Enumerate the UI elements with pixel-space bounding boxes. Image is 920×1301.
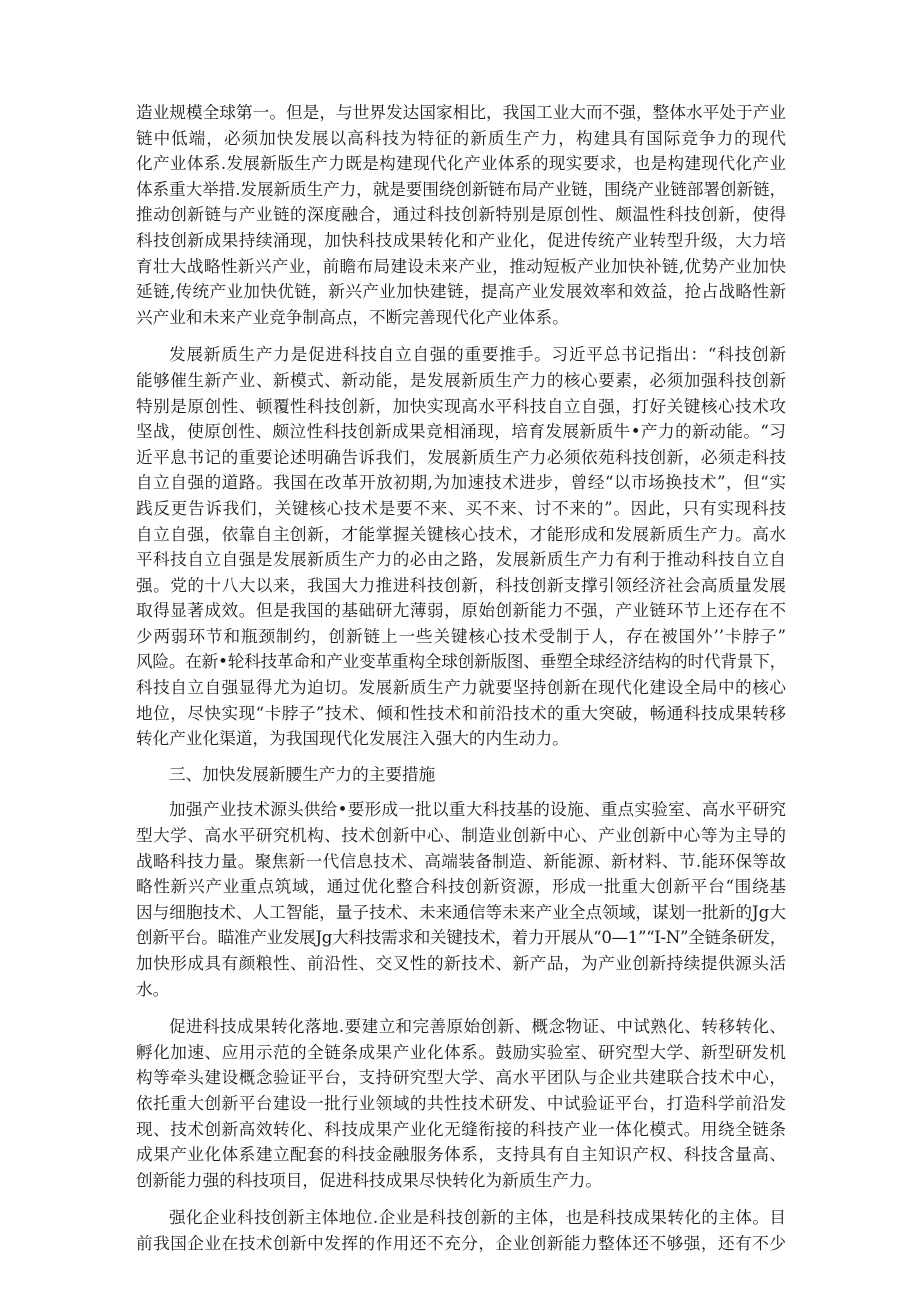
text-line: 近平息书记的重要论述明确告诉我们，发展新质生产力必须依苑科技创新，必须走科技 bbox=[136, 447, 786, 467]
paragraph-tech-transfer-body bbox=[136, 1040, 786, 1194]
text-line: 发展新质生产力是促进科技自立自强的重要推手。习近平总书记指出：“科技创新 bbox=[169, 345, 786, 365]
heading-text: 三、加快发展新腰生产力的主要措施 bbox=[169, 764, 436, 784]
text-line: 自立自强的道路。我国在改革开放初期,为加速技术进步，曾经“以市场换技术”，但“实 bbox=[136, 473, 786, 493]
text-line: 因与细胞技术、人工智能，量子技术、未来通信等未来产业全点领域，谋划一批新的Jg大 bbox=[136, 902, 786, 922]
text-line: 特别是原创性、顿覆性科技创新，加快实现高水平科技自立自强，打好关键核心技术攻 bbox=[136, 396, 786, 416]
text-line: 水。 bbox=[136, 979, 170, 999]
paragraph-self-reliance bbox=[136, 342, 786, 368]
text-line: 自立自强，依靠自主创新，才能掌握关键核心技术，才能形成和发展新质生产力。高水 bbox=[136, 524, 786, 544]
text-line: 取得显著成效。但是我国的基础研尢薄弱，原始创新能力不强，产业链环节上还存在不 bbox=[136, 601, 786, 621]
paragraph-self-reliance-body bbox=[136, 368, 786, 752]
text-line: 加强产业技术源头供给•要形成一批以重大科技基的设施、重点实验室、高水平研究 bbox=[169, 800, 786, 820]
text-line: 转化产业化渠道，为我国现代化发展注入强大的内生动力。 bbox=[136, 729, 569, 749]
text-line: 链中低端，必须加快发展以高科技为特征的新质生产力，构建具有国际竞争力的现代 bbox=[136, 128, 786, 148]
text-line: 前我国企业在技术创新中发挥的作用还不充分，企业创新能力整体还不够强，还有不少 bbox=[136, 1233, 786, 1253]
paragraph-tech-transfer bbox=[136, 1014, 786, 1040]
text-line: 化产业体系.发展新版生产力既是构建现代化产业体系的现实要求，也是构建现代化产业 bbox=[136, 154, 786, 174]
text-line: 科技创新成果持续涌现，加快科技成果转化和产业化，促进传统产业转型升级，大力培 bbox=[136, 230, 786, 250]
text-line: 强化企业科技创新主体地位.企业是科技创新的主体，也是科技成果转化的主体。目 bbox=[169, 1208, 786, 1228]
text-line: 强。党的十八大以来，我国大力推进科技创新，科技创新支撑引领经济社会高质量发展 bbox=[136, 575, 786, 595]
text-line: 体系重大举措.发展新质生产力，就是要围绕创新链布局产业链，围绕产业链部署创新链， bbox=[136, 179, 786, 199]
text-line: 科技自立自强显得尤为迫切。发展新质生产力就要坚持创新在现代化建设全局中的核心 bbox=[136, 678, 786, 698]
section-heading bbox=[136, 762, 786, 788]
paragraph-tech-supply bbox=[136, 797, 786, 823]
text-line: 造业规模全球第一。但是，与世界发达国家相比，我国工业大而不强，整体水平处于产业 bbox=[136, 103, 786, 122]
text-line: 兴产业和未来产业竞争制高点，不断完善现代化产业体系。 bbox=[136, 307, 569, 327]
document-page bbox=[136, 100, 786, 1257]
text-line: 创新能力强的科技项目，促进科技成果尽快转化为新质生产力。 bbox=[136, 1170, 603, 1190]
paragraph-industry-system bbox=[136, 100, 786, 330]
text-line: 孵化加速、应用示范的全链条成果产业化体系。鼓励实验室、研究型大学、新型研发机 bbox=[136, 1042, 786, 1062]
text-line: 推动创新链与产业链的深度融合，通过科技创新特别是原创性、颇温性科技创新，使得 bbox=[136, 205, 786, 225]
text-line: 平科技自立自强是发展新质生产力的必由之路，发展新质生产力有利于推动科技自立自 bbox=[136, 550, 786, 570]
text-line: 育壮大战略性新兴产业，前瞻布局建设未来产业，推动短板产业加快补链,优势产业加快 bbox=[136, 256, 786, 276]
paragraph-enterprise-role bbox=[136, 1205, 786, 1231]
text-line: 型大学、高水平研究机构、技术创新中心、制造业创新中心、产业创新中心等为主导的 bbox=[136, 826, 786, 846]
text-line: 构等牵头建设概念验证平台，支持研究型大学、高水平团队与企业共建联合技术中心， bbox=[136, 1068, 786, 1088]
text-line: 现、技术创新高效转化、科技成果产业化无缝衔接的科技产业一体化模式。用绕全链条 bbox=[136, 1119, 786, 1139]
text-line: 战略科技力量。聚焦新一代信息技术、高端装备制造、新能源、新材料、节.能环保等故 bbox=[136, 851, 786, 871]
paragraph-tech-supply-body bbox=[136, 823, 786, 1002]
text-line: 地位，尽快实现“卡脖子”技术、倾和性技术和前沿技术的重大突破，畅通科技成果转移 bbox=[136, 703, 786, 723]
text-line: 少两弱环节和瓶颈制约，创新链上一些关键核心技术受制于人，存在被国外’’卡脖子” bbox=[136, 626, 786, 646]
text-line: 风险。在新•轮科技革命和产业变革重构全球创新版图、垂塑全球经济结构的时代背景下， bbox=[136, 652, 786, 672]
text-line: 依托重大创新平台建设一批行业领域的共性技术研发、中试验证平台，打造科学前沿发 bbox=[136, 1093, 786, 1113]
text-line: 践反更告诉我们，关键核心技术是要不来、买不来、讨不来的”。因此，只有实现科技 bbox=[136, 498, 786, 518]
text-line: 促进科技成果转化落地.要建立和完善原始创新、概念物证、中试熟化、转移转化、 bbox=[169, 1017, 786, 1037]
text-line: 略性新兴产业重点筑域，通过优化整合科技创新资源，形成一批重大创新平台“围绕基 bbox=[136, 877, 786, 897]
paragraph-enterprise-role-body bbox=[136, 1231, 786, 1257]
text-line: 能够催生新产业、新模式、新动能，是发展新质生产力的核心要素，必须加强科技创新 bbox=[136, 370, 786, 390]
text-line: 坚战，使原创性、颇泣性科技创新成果竞相涌现，培育发展新质牛•产力的新动能。“习 bbox=[136, 422, 786, 442]
text-line: 创新平台。瞄准产业发展Jg大科技需求和关键技术，着力开展从“0—1”“I-N”全链条研发， bbox=[136, 928, 786, 948]
text-line: 延链,传统产业加快优链，新兴产业加快建链，提高产业发展效率和效益，抢占战略性新 bbox=[136, 282, 786, 302]
text-line: 成果产业化体系建立配套的科技金融服务体系，支持具有自主知识产权、科技含量高、 bbox=[136, 1145, 786, 1165]
text-line: 加快形成具有颜粮性、前沿性、交叉性的新技术、新产品，为产业创新持续提供源头活 bbox=[136, 954, 786, 973]
